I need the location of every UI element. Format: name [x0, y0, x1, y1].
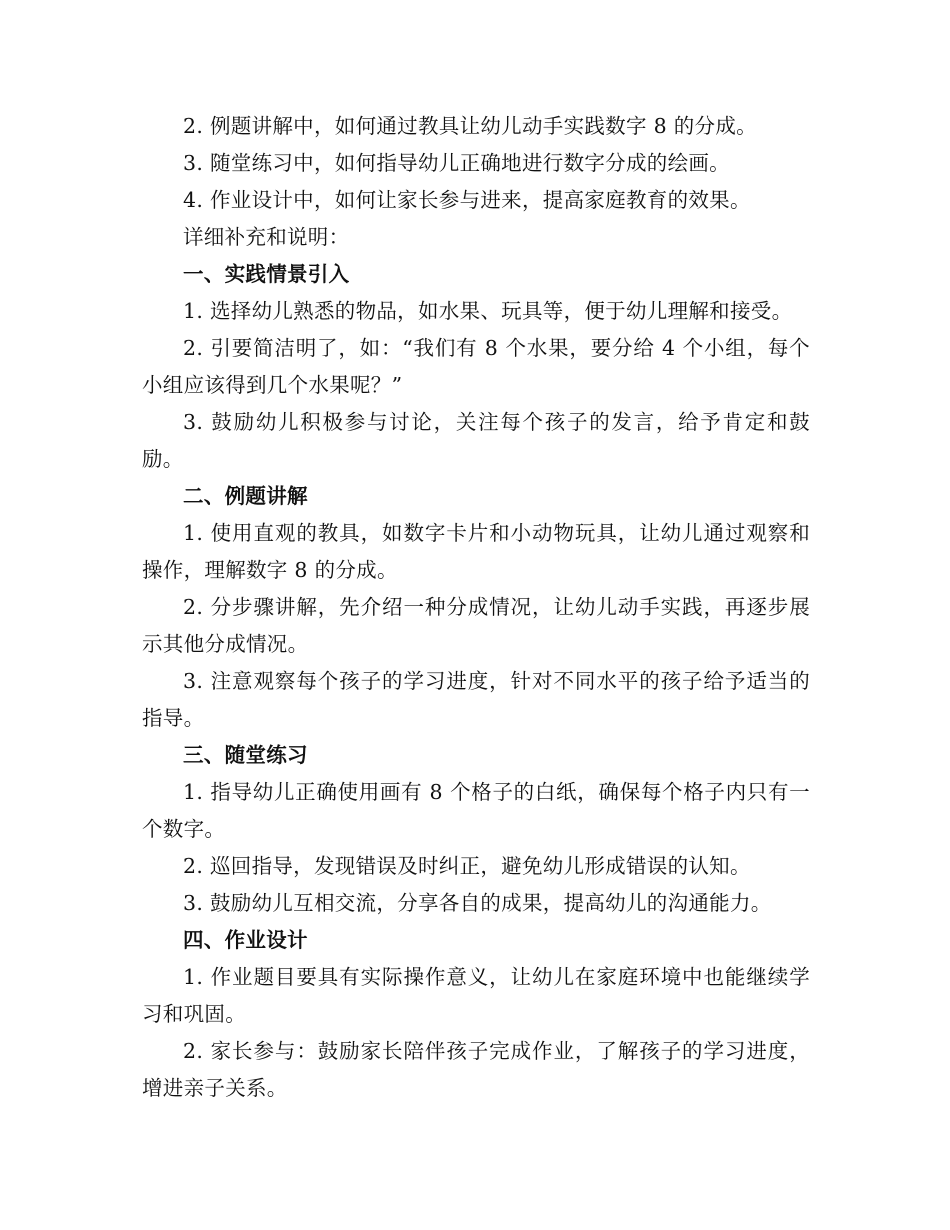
section-item: 2. 分步骤讲解，先介绍一种分成情况，让幼儿动手实践，再逐步展示其他分成情况。: [142, 595, 810, 656]
supplement-label: 详细补充和说明：: [183, 225, 350, 249]
section-heading: 二、例题讲解: [183, 484, 308, 508]
section-item: 1. 使用直观的教具，如数字卡片和小动物玩具，让幼儿通过观察和操作，理解数字 8 的分成。: [142, 521, 810, 582]
section-item: 2. 巡回指导，发现错误及时纠正，避免幼儿形成错误的认知。: [183, 854, 751, 878]
intro-item: 2. 例题讲解中，如何通过教具让幼儿动手实践数字 8 的分成。: [183, 114, 757, 138]
section-heading: 四、作业设计: [183, 928, 308, 952]
section-item: 1. 指导幼儿正确使用画有 8 个格子的白纸，确保每个格子内只有一个数字。: [142, 780, 810, 841]
document-page: [142, 108, 810, 1107]
section-item: 1. 作业题目要具有实际操作意义，让幼儿在家庭环境中也能继续学习和巩固。: [142, 965, 810, 1026]
section-item: 3. 注意观察每个孩子的学习进度，针对不同水平的孩子给予适当的指导。: [142, 669, 810, 730]
section-example-explanation: [142, 478, 810, 737]
section-practice-intro: [142, 256, 810, 478]
intro-item: 4. 作业设计中，如何让家长参与进来，提高家庭教育的效果。: [183, 188, 751, 212]
section-item: 3. 鼓励幼儿积极参与讨论，关注每个孩子的发言，给予肯定和鼓励。: [142, 410, 810, 471]
section-heading: 一、实践情景引入: [183, 262, 350, 286]
section-heading: 三、随堂练习: [183, 743, 308, 767]
section-item: 1. 选择幼儿熟悉的物品，如水果、玩具等，便于幼儿理解和接受。: [183, 299, 793, 323]
section-item: 2. 家长参与：鼓励家长陪伴孩子完成作业，了解孩子的学习进度，增进亲子关系。: [142, 1039, 810, 1100]
section-homework-design: [142, 922, 810, 1107]
section-item: 2. 引要简洁明了，如：“我们有 8 个水果，要分给 4 个小组，每个小组应该得到几个水果呢？”: [142, 336, 810, 397]
section-class-practice: [142, 737, 810, 922]
intro-item: 3. 随堂练习中，如何指导幼儿正确地进行数字分成的绘画。: [183, 151, 730, 175]
section-item: 3. 鼓励幼儿互相交流，分享各自的成果，提高幼儿的沟通能力。: [183, 891, 772, 915]
